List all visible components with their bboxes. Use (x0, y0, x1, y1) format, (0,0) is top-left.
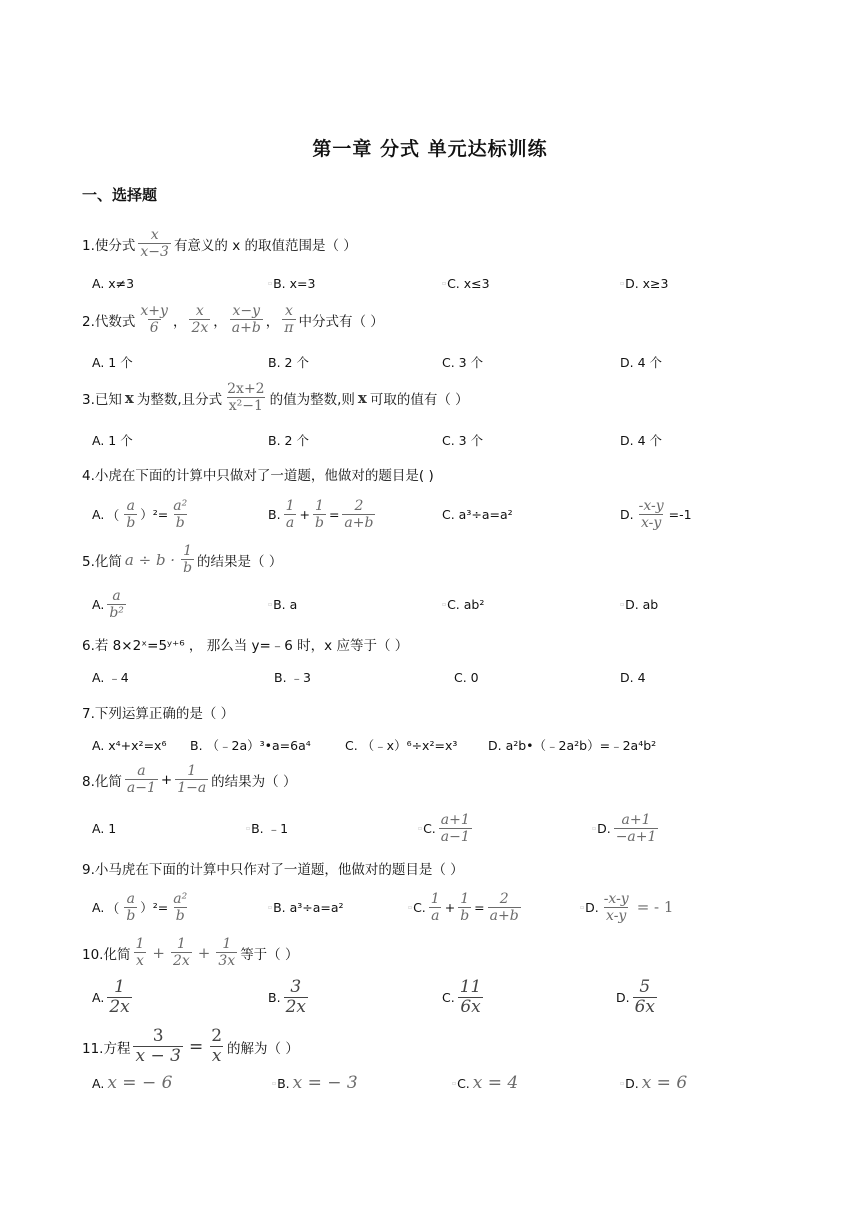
option-d[interactable]: D. 4 (620, 669, 646, 685)
option-d[interactable]: ▫ D. x = 6 (620, 1073, 688, 1093)
options-6 (92, 660, 782, 694)
options-3 (92, 423, 782, 457)
option-a[interactable]: A. x⁴+x²=x⁶ (92, 737, 167, 753)
option-d[interactable]: ▫ D. $\frac{-x-y}{x-y}$ = - 1 (580, 890, 674, 924)
option-c[interactable]: C. （﹣x）⁶÷x²=x³ (345, 738, 458, 753)
option-a[interactable]: A. ﹣4 (92, 670, 129, 685)
option-b[interactable]: B. $\frac{1}{a}$ + $\frac{1}{b}$ = $\frac{2}{a+b}$ (268, 497, 374, 531)
question-5: 5.化简 a ÷ b · $\frac{1}{b}$ 的结果是（ ） (82, 543, 283, 576)
option-b[interactable]: B. $\frac{3}{2x}$ (268, 976, 306, 1017)
options-10 (92, 976, 782, 1017)
option-d[interactable]: ▫ D. x≥3 (620, 275, 669, 291)
option-a[interactable]: A. （ $\frac{a}{b}$ ）²= $\frac{\text{a²}}{b}$ (92, 890, 188, 924)
option-c[interactable]: ▫ C. x = 4 (452, 1073, 519, 1093)
options-9 (92, 890, 782, 924)
option-a[interactable]: A. 1 个 (92, 433, 133, 448)
question-3: 3.已知 x 为整数,且分式 $\frac{2x+2}{\text{x²−1}}$ 的值为整数,则 x 可取的值有（ ） (82, 381, 469, 414)
question-8: 8.化简 $\frac{a}{a-1}$ + $\frac{1}{1-a}$ 的结果为（ ） (82, 763, 297, 796)
options-8 (92, 811, 782, 845)
option-b[interactable]: ▫ B. a (268, 596, 298, 612)
fraction: $\frac{x-y}{a+b}$ (231, 303, 261, 336)
option-c[interactable]: ▫ C. $\frac{a+1}{a-1}$ (418, 811, 470, 845)
option-b[interactable]: ▫ B. x = − 3 (272, 1073, 358, 1093)
option-b[interactable]: B. 2 个 (268, 355, 309, 370)
option-a[interactable]: A. （ $\frac{a}{b}$ ）²= $\frac{\text{a²}}{b}$ (92, 497, 188, 531)
options-1 (92, 266, 782, 300)
question-2: 2.代数式 $\frac{x+y}{6}$ ， $\frac{x}{2x}$ ， $\frac{x-y}{a+b}$ ， $\frac{x}{\pi}$ 中分式有（ ） (82, 303, 384, 336)
fraction: $\frac{x}{\pi}$ (284, 303, 294, 336)
option-c[interactable]: C. 3 个 (442, 433, 484, 448)
option-a[interactable]: A. 1 (92, 820, 117, 836)
option-a[interactable]: A. $\frac{1}{2x}$ (92, 976, 130, 1017)
option-d[interactable]: D. $\frac{5}{6x}$ (616, 976, 656, 1017)
option-a[interactable]: A. 1 个 (92, 355, 133, 370)
options-2 (92, 345, 782, 379)
fraction: $\frac{x+y}{6}$ (140, 303, 168, 336)
option-d[interactable]: ▫ D. $\frac{a+1}{-a+1}$ (592, 811, 657, 845)
option-d[interactable]: D. $\frac{-x-y}{x-y}$ =-1 (620, 497, 692, 531)
options-5 (92, 587, 782, 621)
fraction: $\frac{x}{x-3}$ (140, 227, 169, 260)
option-d[interactable]: D. 4 个 (620, 433, 662, 448)
option-c[interactable]: ▫ C. $\frac{1}{a}$ + $\frac{1}{b}$ = $\frac{2}{a+b}$ (408, 890, 519, 924)
section-heading: 一、选择题 (82, 186, 158, 204)
question-10: 10.化简 $\frac{1}{x}$ + $\frac{1}{2x}$ + $\frac{1}{3x}$ 等于（ ） (82, 936, 299, 969)
option-c[interactable]: ▫ C. ab² (442, 596, 485, 612)
option-a[interactable]: A. $\frac{a}{\text{b²}}$ (92, 587, 124, 621)
options-4 (92, 497, 782, 531)
option-b[interactable]: B. 2 个 (268, 433, 309, 448)
option-b[interactable]: ▫ B. x=3 (268, 275, 316, 291)
option-d[interactable]: D. a²b•（﹣2a²b）=﹣2a⁴b² (488, 738, 657, 753)
fraction: $\frac{x}{2x}$ (191, 303, 209, 336)
option-a[interactable]: A. x≠3 (92, 275, 135, 291)
option-a[interactable]: A. x = − 6 (92, 1073, 173, 1093)
page-title: 第一章 分式 单元达标训练 (312, 138, 548, 160)
option-c[interactable]: C. 3 个 (442, 355, 484, 370)
option-c[interactable]: C. $\frac{11}{6x}$ (442, 976, 482, 1017)
option-b[interactable]: B. （﹣2a）³•a=6a⁴ (190, 738, 311, 753)
question-6: 6.若 8×2ˣ=5ʸ⁺⁶ ， 那么当 y=﹣6 时，x 应等于（ ） (82, 638, 409, 654)
option-c[interactable]: C. 0 (454, 669, 479, 685)
question-9: 9.小马虎在下面的计算中只作对了一道题，他做对的题目是（ ） (82, 862, 464, 878)
option-d[interactable]: ▫ D. ab (620, 596, 659, 612)
option-c[interactable]: C. a³÷a=a² (442, 506, 513, 522)
options-7 (92, 728, 782, 762)
question-11: 11.方程 $\frac{3}{x - 3}$ = $\frac{2}{x}$ 的解为（ ） (82, 1026, 299, 1066)
question-7: 7.下列运算正确的是（ ） (82, 706, 235, 722)
option-b[interactable]: ▫ B. ﹣1 (246, 821, 289, 836)
question-4: 4.小虎在下面的计算中只做对了一道题，他做对的题目是( ) (82, 468, 434, 484)
option-c[interactable]: ▫ C. x≤3 (442, 275, 490, 291)
options-11 (92, 1066, 782, 1100)
question-1: 1.使分式 $\frac{x}{x-3}$ 有意义的 x 的取值范围是（ ） (82, 227, 357, 260)
option-d[interactable]: D. 4 个 (620, 355, 662, 370)
option-b[interactable]: B. ﹣3 (274, 670, 311, 685)
option-b[interactable]: ▫ B. a³÷a=a² (268, 899, 344, 915)
fraction: $\frac{2x+2}{\text{x²−1}}$ (227, 381, 265, 414)
